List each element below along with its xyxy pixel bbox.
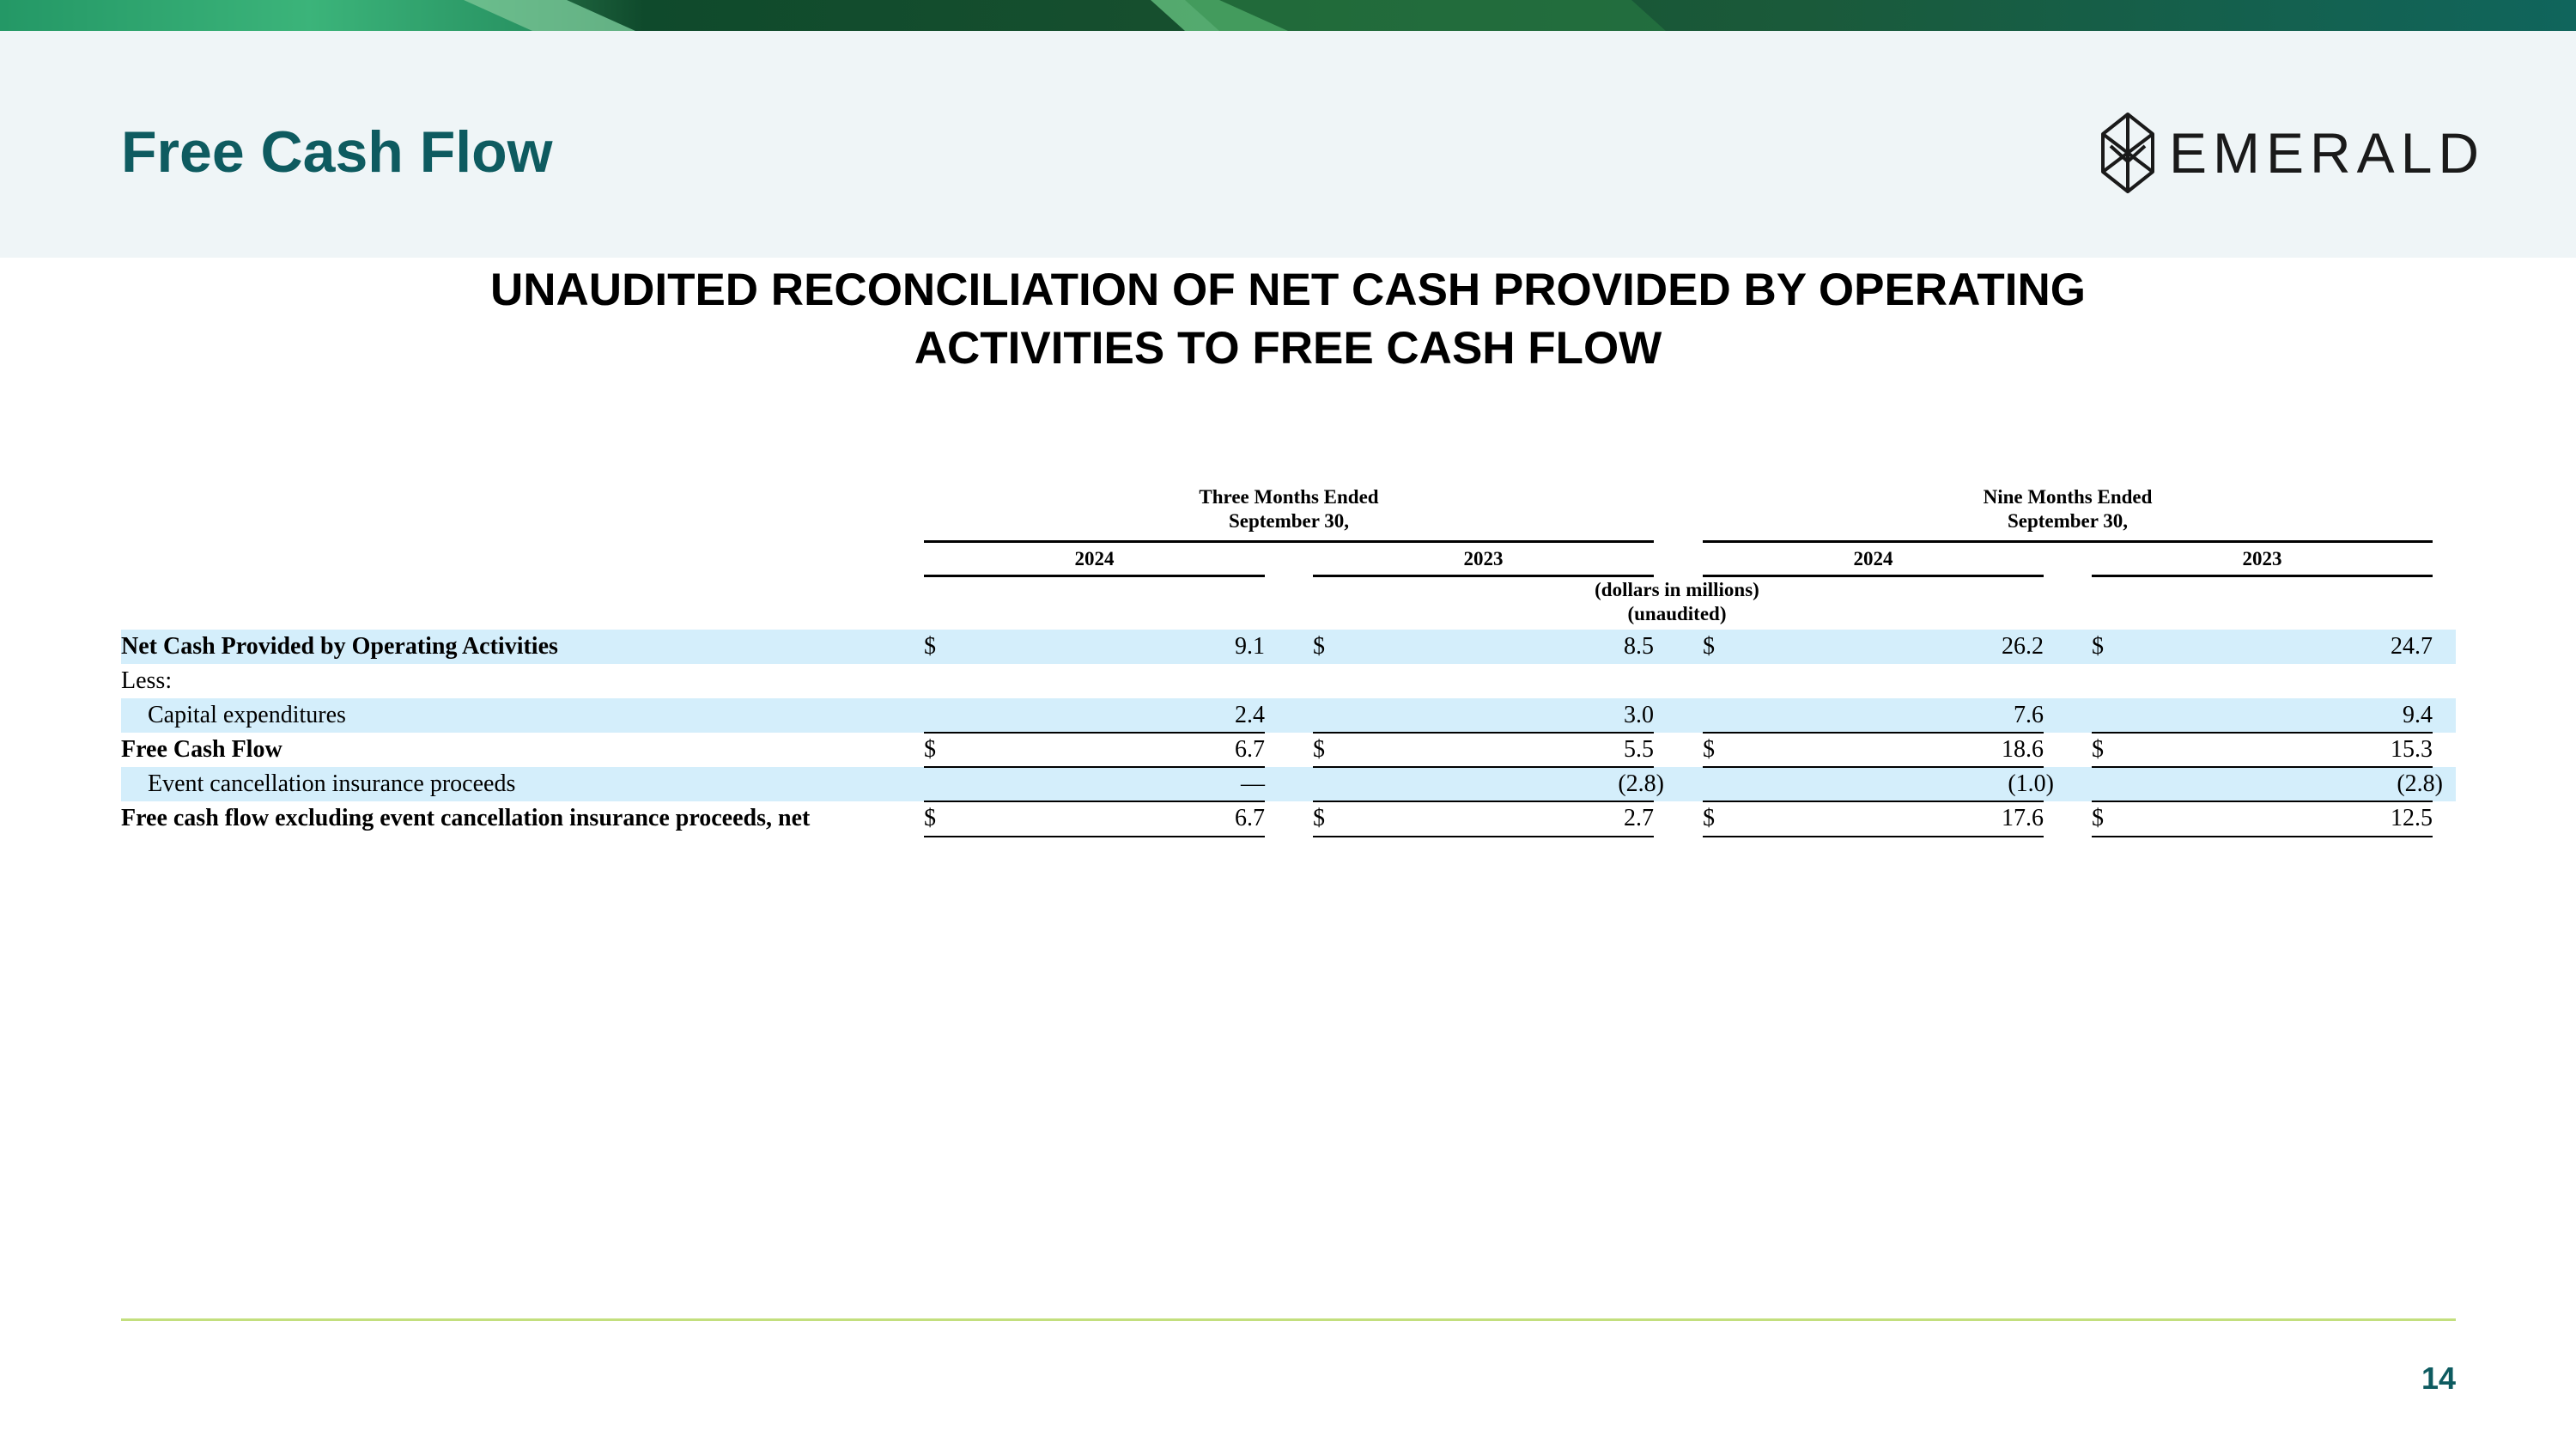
cell-value: 24.7: [2391, 633, 2433, 660]
column-group-label: Three Months Ended: [1199, 486, 1379, 508]
cell-value: 5.5: [1624, 736, 1654, 763]
year-underline: [1703, 575, 2044, 577]
column-group-sublabel: September 30,: [1228, 510, 1350, 532]
column-header-year: 2023: [2242, 548, 2282, 569]
currency-symbol: $: [2092, 736, 2104, 763]
currency-symbol: $: [924, 805, 936, 831]
cell-value: 2.4: [1235, 702, 1265, 728]
column-header-year: 2024: [1853, 548, 1893, 569]
year-underline: [1313, 575, 1654, 577]
cell-value: 6.7: [1235, 736, 1265, 763]
total-rule: [924, 836, 1265, 837]
group-underline: [1703, 540, 2433, 543]
cell-value: 26.2: [2002, 633, 2044, 660]
cell-value: 18.6: [2002, 736, 2044, 763]
year-underline: [924, 575, 1265, 577]
currency-symbol: $: [2092, 633, 2104, 660]
total-rule: [1703, 836, 2044, 837]
cell-value: 7.6: [2014, 702, 2044, 728]
cell-value: 15.3: [2391, 736, 2433, 763]
currency-symbol: $: [924, 633, 936, 660]
column-group-label: Nine Months Ended: [1983, 486, 2153, 508]
units-note: [1505, 578, 1849, 626]
cell-value: 8.5: [1624, 633, 1654, 660]
column-group-three-months: [924, 485, 1654, 533]
row-label-free-cash-flow-excluding: Free cash flow excluding event cancellation insurance proceeds, net: [121, 805, 811, 831]
company-logo: [2100, 112, 2486, 196]
row-label-net-cash-operating: Net Cash Provided by Operating Activities: [121, 633, 558, 660]
footer-divider: [121, 1318, 2456, 1321]
report-heading: [258, 261, 2318, 378]
group-underline: [924, 540, 1654, 543]
report-heading-line-1: UNAUDITED RECONCILIATION OF NET CASH PROVIDED BY OPERATING: [489, 265, 2087, 315]
page-number: 14: [2421, 1361, 2456, 1396]
year-underline: [2092, 575, 2433, 577]
cell-value: 3.0: [1624, 702, 1654, 728]
cell-value: 9.1: [1235, 633, 1265, 660]
cell-value: —: [1241, 770, 1265, 797]
cell-value: 12.5: [2391, 805, 2433, 831]
column-header-year: 2024: [1074, 548, 1115, 569]
row-label-event-cancellation-proceeds: Event cancellation insurance proceeds: [148, 770, 516, 797]
column-group-sublabel: September 30,: [2007, 510, 2129, 532]
cell-value: 17.6: [2002, 805, 2044, 831]
cell-value: 6.7: [1235, 805, 1265, 831]
column-header-year: 2023: [1463, 548, 1504, 569]
total-rule: [2092, 836, 2433, 837]
row-label-capital-expenditures: Capital expenditures: [148, 702, 346, 728]
currency-symbol: $: [1313, 633, 1325, 660]
currency-symbol: $: [1313, 736, 1325, 763]
logo-wordmark: EMERALD: [2169, 121, 2486, 185]
currency-symbol: $: [924, 736, 936, 763]
cell-value: 9.4: [2403, 702, 2433, 728]
cell-value: (2.8): [1618, 770, 1664, 797]
currency-symbol: $: [1703, 633, 1715, 660]
cell-value: (1.0): [2008, 770, 2054, 797]
emerald-logo-icon: [2100, 112, 2155, 194]
header-decorative-band: [0, 0, 2576, 31]
currency-symbol: $: [2092, 805, 2104, 831]
currency-symbol: $: [1703, 805, 1715, 831]
cell-value: 2.7: [1624, 805, 1654, 831]
total-rule: [1313, 836, 1654, 837]
row-label-less: Less:: [121, 667, 173, 694]
report-heading-line-2: ACTIVITIES TO FREE CASH FLOW: [914, 323, 1662, 374]
column-group-nine-months: [1703, 485, 2433, 533]
currency-symbol: $: [1313, 805, 1325, 831]
units-sublabel: (unaudited): [1627, 603, 1727, 624]
cell-value: (2.8): [2397, 770, 2443, 797]
units-label: (dollars in millions): [1595, 579, 1759, 600]
table-row-band: [121, 698, 2456, 733]
row-label-free-cash-flow: Free Cash Flow: [121, 736, 283, 763]
page-title: Free Cash Flow: [121, 119, 553, 185]
currency-symbol: $: [1703, 736, 1715, 763]
